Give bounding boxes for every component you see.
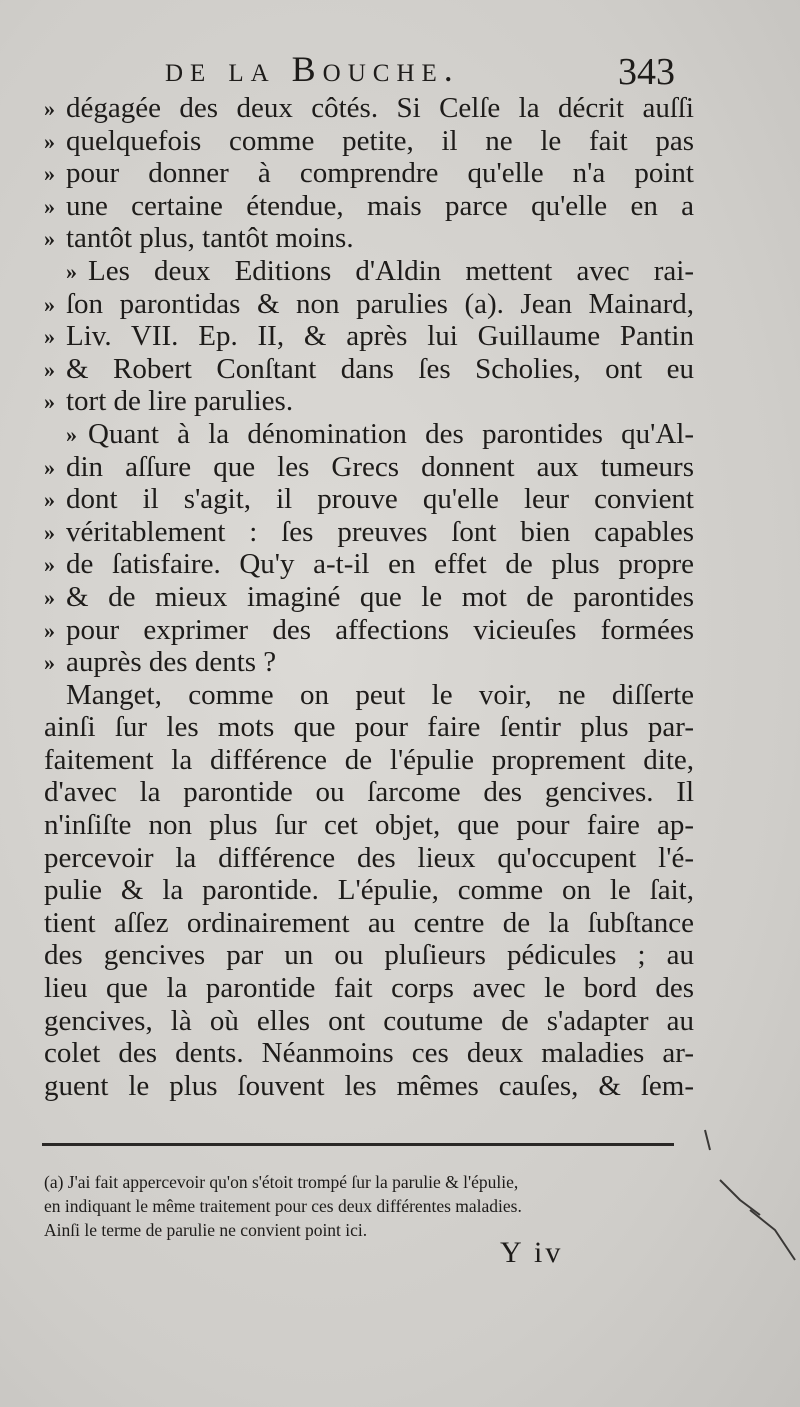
footnote-line: en indiquant le même traitement pour ces deux différentes maladies. bbox=[44, 1196, 522, 1216]
line-text: & de mieux imaginé que le mot de parontides bbox=[66, 580, 694, 613]
footnote-line: Ainſi le terme de parulie ne convient point ici. bbox=[44, 1220, 368, 1240]
page-edge-marks bbox=[700, 1120, 800, 1280]
text-line bbox=[44, 744, 694, 777]
line-text: din aſſure que les Grecs donnent aux tumeurs bbox=[66, 450, 694, 483]
quote-mark: » bbox=[44, 96, 55, 121]
text-line bbox=[44, 516, 694, 549]
line-text: Liv. VII. Ep. II, & après lui Guillaume Pantin bbox=[66, 320, 694, 353]
line-text: auprès des dents ? bbox=[66, 646, 277, 679]
text-line bbox=[44, 581, 694, 614]
text-line bbox=[44, 1070, 694, 1103]
text-line bbox=[44, 776, 694, 809]
line-text: Quant à la dénomination des parontides qu'Al- bbox=[88, 417, 694, 450]
quote-mark: » bbox=[44, 356, 55, 382]
text-line bbox=[44, 125, 694, 158]
text-line bbox=[44, 907, 694, 940]
line-text: gencives, là où elles ont coutume de s'adapter au bbox=[44, 1004, 694, 1037]
line-text: Manget, comme on peut le voir, ne diſſerte bbox=[66, 678, 694, 711]
page-number: 343 bbox=[618, 51, 675, 93]
text-line bbox=[44, 842, 694, 875]
line-text: dont il s'agit, il prouve qu'elle leur convient bbox=[66, 483, 694, 516]
line-text: pour exprimer des affections vicieuſes formées bbox=[66, 613, 694, 646]
line-text: dégagée des deux côtés. Si Celſe la décrit auſſi bbox=[66, 92, 694, 124]
quote-mark: » bbox=[44, 617, 55, 643]
running-title: de la Bouche. bbox=[165, 49, 460, 89]
line-text: & Robert Conſtant dans ſes Scholies, ont eu bbox=[66, 352, 694, 385]
line-text: des gencives par un ou pluſieurs pédicules ; au bbox=[44, 939, 694, 972]
quote-mark: » bbox=[44, 193, 55, 219]
signature-mark: Y iv bbox=[500, 1236, 564, 1269]
line-text: d'avec la parontide ou ſarcome des gencives. Il bbox=[44, 776, 694, 809]
text-line bbox=[44, 320, 694, 353]
text-line bbox=[44, 548, 694, 581]
line-text: véritablement : ſes preuves ſont bien capables bbox=[66, 515, 694, 548]
text-line bbox=[44, 190, 694, 223]
text-line bbox=[44, 353, 694, 386]
line-text: lieu que la parontide fait corps avec le bord des bbox=[44, 972, 694, 1005]
text-line bbox=[44, 483, 694, 516]
text-line bbox=[44, 157, 694, 190]
line-text: ſon parontidas & non parulies (a). Jean Mainard, bbox=[66, 287, 694, 320]
text-line bbox=[44, 614, 694, 647]
quote-mark: » bbox=[44, 552, 55, 578]
line-text: pulie & la parontide. L'épulie, comme on le ſait, bbox=[44, 874, 694, 907]
text-line bbox=[44, 1037, 694, 1070]
text-line bbox=[44, 646, 694, 679]
text-line bbox=[44, 451, 694, 484]
footnote bbox=[44, 1170, 684, 1242]
quote-mark: » bbox=[44, 389, 55, 415]
page-header bbox=[0, 48, 800, 98]
quote-mark: » bbox=[44, 161, 55, 187]
line-text: Les deux Editions d'Aldin mettent avec rai- bbox=[88, 254, 694, 287]
line-text: tient aſſez ordinairement au centre de la ſubſtance bbox=[44, 906, 694, 939]
text-line bbox=[44, 711, 694, 744]
line-text: de ſatisfaire. Qu'y a-t-il en effet de plus propre bbox=[66, 548, 694, 581]
line-text: une certaine étendue, mais parce qu'elle en a bbox=[66, 189, 694, 222]
text-line bbox=[44, 222, 694, 255]
text-line bbox=[44, 939, 694, 972]
text-line bbox=[44, 92, 694, 125]
quote-mark: » bbox=[44, 128, 55, 154]
text-line bbox=[44, 255, 694, 288]
line-text: ainſi ſur les mots que pour faire ſentir plus par- bbox=[44, 711, 694, 744]
quote-mark: » bbox=[44, 584, 55, 610]
line-text: percevoir la différence des lieux qu'occupent l'é- bbox=[44, 841, 694, 874]
line-text: faitement la différence de l'épulie proprement dite, bbox=[44, 743, 694, 776]
line-text: n'inſiſte non plus ſur cet objet, que pour faire ap- bbox=[44, 809, 694, 842]
quote-mark: » bbox=[44, 650, 55, 676]
quote-mark: » bbox=[44, 226, 55, 252]
quote-mark: » bbox=[44, 454, 55, 480]
line-text: quelquefois comme petite, il ne le fait pas bbox=[66, 124, 694, 157]
quote-mark: » bbox=[66, 421, 77, 447]
text-line bbox=[44, 1005, 694, 1038]
footnote-line: (a) J'ai fait appercevoir qu'on s'étoit trompé ſur la parulie & l'épulie, bbox=[44, 1172, 519, 1192]
quote-mark: » bbox=[44, 324, 55, 350]
text-line bbox=[44, 874, 694, 907]
line-text: pour donner à comprendre qu'elle n'a point bbox=[66, 157, 694, 190]
quote-mark: » bbox=[44, 291, 55, 317]
line-text: guent le plus ſouvent les mêmes cauſes, & ſem- bbox=[44, 1069, 694, 1102]
line-text: colet des dents. Néanmoins ces deux maladies ar- bbox=[44, 1037, 694, 1070]
text-line bbox=[44, 809, 694, 842]
quote-mark: » bbox=[44, 519, 55, 545]
text-line bbox=[44, 385, 694, 418]
quote-mark: » bbox=[44, 487, 55, 513]
body-text bbox=[44, 92, 694, 1102]
text-line bbox=[44, 972, 694, 1005]
quote-mark: » bbox=[66, 258, 77, 284]
line-text: tort de lire parulies. bbox=[66, 385, 294, 418]
text-line bbox=[44, 418, 694, 451]
text-line bbox=[44, 679, 694, 712]
text-line bbox=[44, 288, 694, 321]
footnote-rule bbox=[42, 1143, 674, 1146]
line-text: tantôt plus, tantôt moins. bbox=[66, 222, 354, 255]
